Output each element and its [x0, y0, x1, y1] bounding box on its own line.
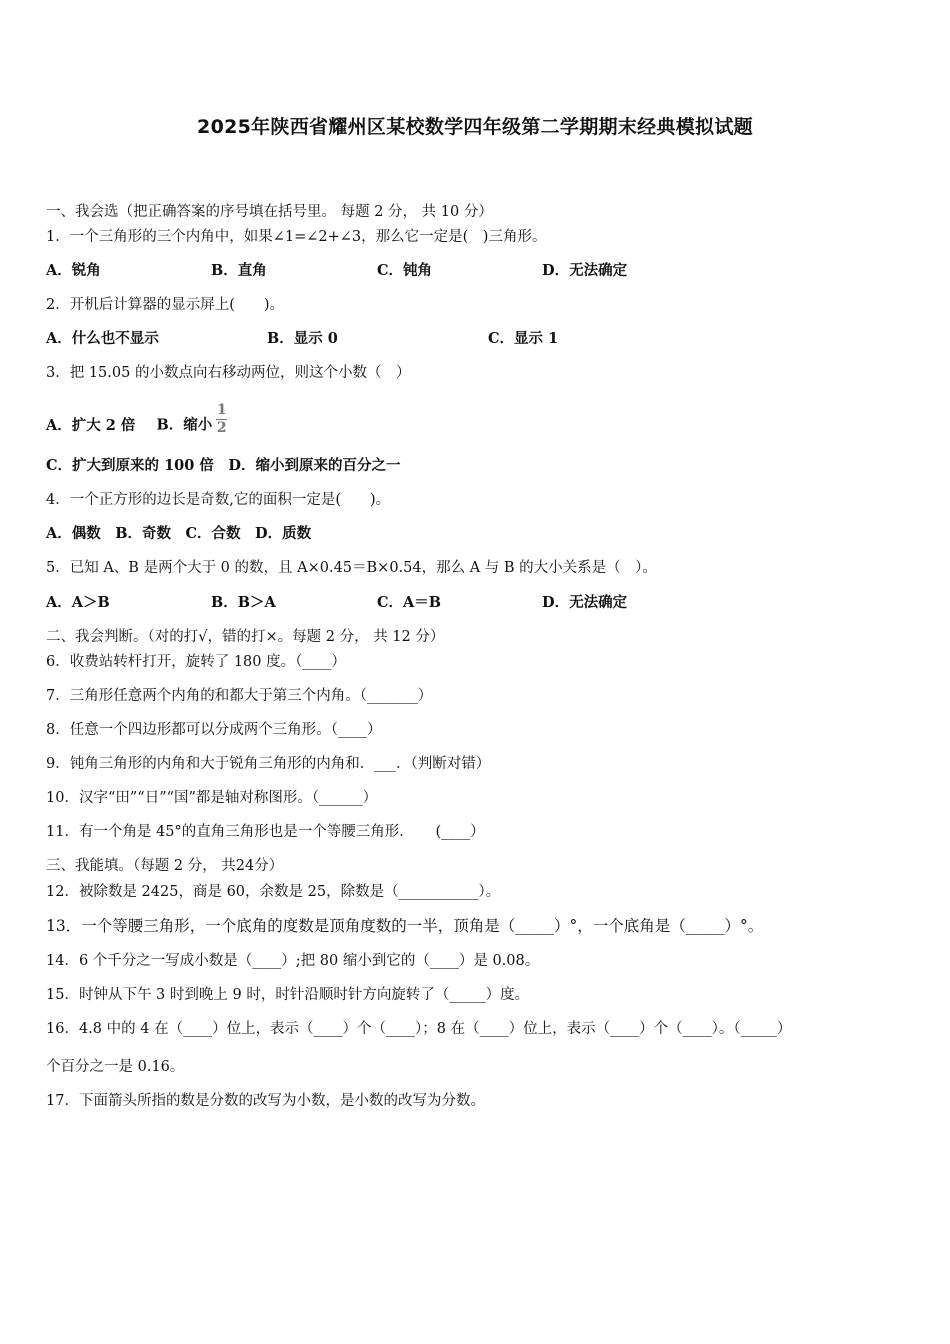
option-b[interactable]: B．B＞A — [211, 594, 276, 611]
question-8: 8．任意一个四边形都可以分成两个三角形。（____） — [46, 722, 382, 738]
question-13: 13．一个等腰三角形，一个底角的度数是顶角度数的一半，顶角是（_____）°，一个底角是（_____）°。 — [46, 917, 764, 935]
option-a[interactable]: A．扩大 2 倍 — [46, 416, 136, 434]
option-c[interactable]: C．钝角 — [377, 262, 433, 279]
fraction-numerator: 1 — [216, 402, 227, 418]
fraction-one-half — [216, 403, 227, 436]
page-title: 2025年陕西省耀州区某校数学四年级第二学期期末经典模拟试题 — [197, 116, 753, 138]
question-9: 9．钝角三角形的内角和大于锐角三角形的内角和．___．（判断对错） — [46, 756, 491, 772]
question-2: 2．开机后计算器的显示屏上( )。 — [46, 297, 285, 313]
question-5: 5．已知 A、B 是两个大于 0 的数，且 A×0.45＝B×0.54，那么 A 与 B 的大小关系是（ ）。 — [46, 560, 657, 576]
option-b[interactable]: B．显示 0 — [267, 330, 338, 347]
option-a[interactable]: A．锐角 — [46, 262, 101, 279]
question-3: 3．把 15.05 的小数点向右移动两位，则这个小数（ ） — [46, 365, 411, 381]
question-17: 17．下面箭头所指的数是分数的改写为小数，是小数的改写为分数。 — [46, 1093, 485, 1109]
question-1: 1．一个三角形的三个内角中，如果∠1=∠2+∠3，那么它一定是( )三角形。 — [46, 229, 547, 245]
section-heading-fill: 三、我能填。（每题 2 分， 共24分） — [46, 858, 284, 874]
option-b-label: B．缩小 — [156, 416, 213, 434]
option-c[interactable]: C．显示 1 — [488, 330, 559, 347]
section-heading-choice: 一、我会选（把正确答案的序号填在括号里。 每题 2 分， 共 10 分） — [46, 204, 493, 220]
question-3-options-ab — [46, 402, 227, 442]
option-d[interactable]: D．无法确定 — [542, 262, 628, 279]
question-4: 4．一个正方形的边长是奇数,它的面积一定是( )。 — [46, 492, 391, 508]
question-10: 10．汉字“田”“日”“国”都是轴对称图形。（______） — [46, 790, 378, 806]
question-16-continued: 个百分之一是 0.16。 — [46, 1059, 185, 1075]
section-heading-judge: 二、我会判断。（对的打√，错的打×。每题 2 分， 共 12 分） — [46, 629, 445, 645]
option-c[interactable]: C．A＝B — [377, 594, 442, 611]
option-b[interactable]: B．直角 — [211, 262, 267, 279]
question-12: 12．被除数是 2425，商是 60，余数是 25，除数是（___________）。 — [46, 884, 501, 900]
question-16: 16．4.8 中的 4 在（____）位上，表示（____）个（____）；8 在（____）位上，表示（____）个（____）。（_____） — [46, 1021, 792, 1037]
question-7: 7．三角形任意两个内角的和都大于第三个内角。（_______） — [46, 688, 433, 704]
option-b[interactable] — [156, 402, 228, 442]
option-d[interactable]: D．无法确定 — [542, 594, 628, 611]
question-6: 6．收费站转杆打开，旋转了 180 度。（____） — [46, 654, 346, 670]
question-14: 14．6 个千分之一写成小数是（____）;把 80 缩小到它的（____）是 0.08。 — [46, 953, 540, 969]
option-a[interactable]: A．A＞B — [46, 594, 110, 611]
option-a[interactable]: A．什么也不显示 — [46, 330, 159, 347]
question-4-options[interactable]: A．偶数 B．奇数 C．合数 D．质数 — [46, 525, 312, 542]
question-3-options-cd[interactable]: C．扩大到原来的 100 倍 D．缩小到原来的百分之一 — [46, 457, 401, 474]
question-11: 11．有一个角是 45°的直角三角形也是一个等腰三角形． (____） — [46, 824, 485, 840]
question-15: 15．时钟从下午 3 时到晚上 9 时，时针沿顺时针方向旋转了（_____）度。 — [46, 987, 530, 1003]
fraction-denominator: 2 — [216, 420, 227, 436]
